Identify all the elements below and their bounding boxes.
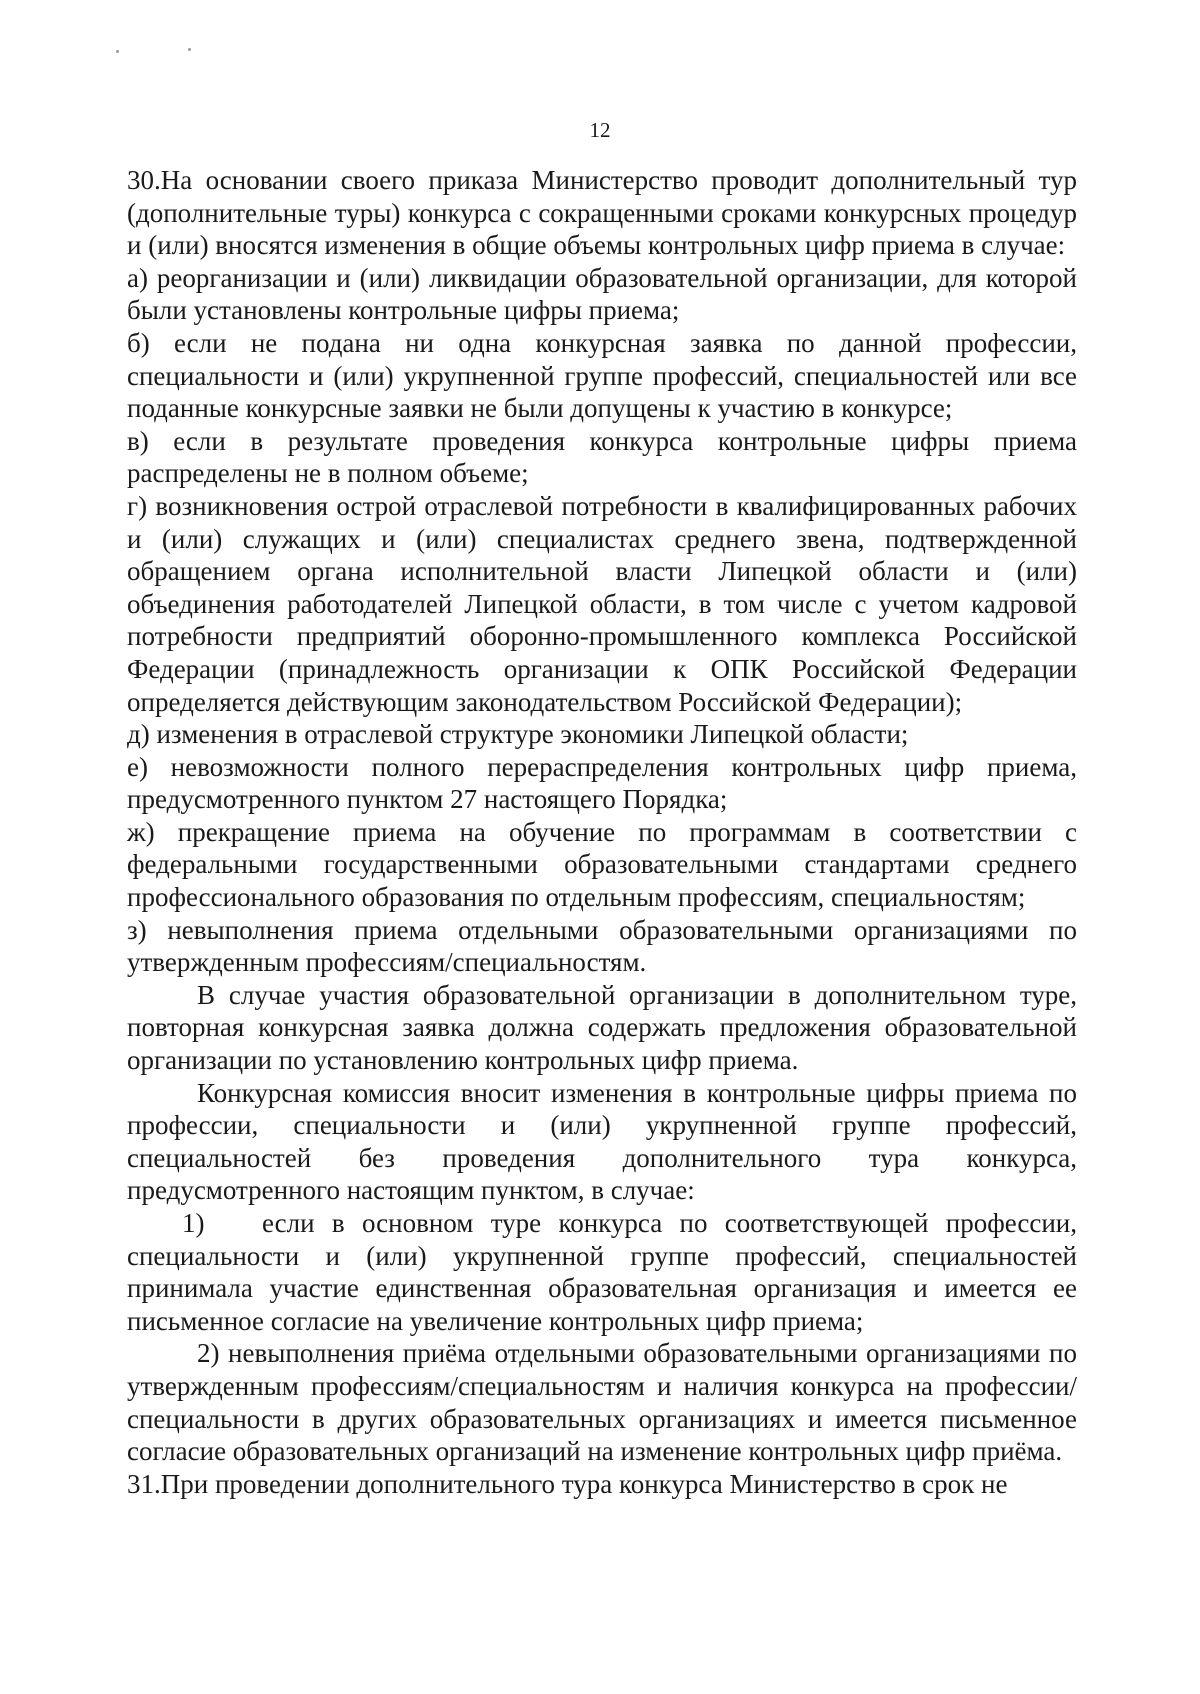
document-body: [127, 164, 1077, 1500]
scan-artifact-dot: [188, 48, 191, 51]
list-item-e: е) невозможности полного перераспределения контрольных цифр приема, предусмотренного пунктом 27 настоящего Порядка;: [127, 751, 1077, 815]
list-item-d: д) изменения в отраслевой структуре экономики Липецкой области;: [127, 719, 909, 750]
scan-artifact-dot: [116, 50, 119, 53]
list-item-zh: ж) прекращение приема на обучение по программам в соответствии с федеральными государственными образовательными стандартами среднего профессионального образования по отдельным профессиям, специальностям;: [127, 816, 1077, 913]
list-item-g: г) возникновения острой отраслевой потребности в квалифицированных рабочих и (или) служащих и (или) специалистах среднего звена, подтвержденной обращением органа исполнительной власти Липецкой области и (или) объединения работодателей Липецкой области, в том числе с учетом кадровой потребности предприятий оборонно-промышленного комплекса Российской Федерации (принадлежность организации к ОПК Российской Федерации определяется действующим законодательством Российской Федерации);: [127, 490, 1077, 717]
paragraph-30: 30.На основании своего приказа Министерство проводит дополнительный тур (дополнительные туры) конкурса с сокращенными сроками конкурсных процедур и (или) вносятся изменения в общие объемы контрольных цифр приема в случае:: [127, 165, 1077, 261]
list-marker: 1): [182, 1208, 205, 1238]
paragraph-commission: Конкурсная комиссия вносит изменения в контрольные цифры приема по профессии, специальности и (или) укрупненной группе профессий, специальностей без проведения дополнительного тура конкурса, предусмотренного настоящим пунктом, в случае:: [127, 1077, 1077, 1206]
numbered-item-1: [127, 1207, 1077, 1337]
list-item-v: в) если в результате проведения конкурса контрольные цифры приема распределены не в полном объеме;: [127, 425, 1077, 489]
list-item-z: з) невыполнения приема отдельными образовательными организациями по утвержденным профессиям/специальностям.: [127, 914, 1077, 978]
paragraph-31: 31.При проведении дополнительного тура конкурса Министерство в срок не: [127, 1468, 1008, 1499]
list-item-a: а) реорганизации и (или) ликвидации образовательной организации, для которой были установлены контрольные цифры приема;: [127, 262, 1077, 326]
numbered-item-2: 2) невыполнения приёма отдельными образовательными организациями по утвержденным профессиям/специальностям и наличия конкурса на профессии/специальности в других образовательных организациях и имеется письменное согласие образовательных организаций на изменение контрольных цифр приёма.: [127, 1338, 1077, 1467]
paragraph-additional-tour: В случае участия образовательной организации в дополнительном туре, повторная конкурсная заявка должна содержать предложения образовательной организации по установлению контрольных цифр приема.: [127, 979, 1077, 1076]
page-number: 12: [589, 118, 611, 142]
list-item-b: б) если не подана ни одна конкурсная заявка по данной профессии, специальности и (или) укрупненной группе профессий, специальностей или все поданные конкурсные заявки не были допущены к участию в конкурсе;: [127, 327, 1077, 424]
numbered-item-1-text: если в основном туре конкурса по соответствующей профессии, специальности и (или) укрупненной группе профессий, специальностей принимала участие единственная образовательная организация и имеется ее письменное согласие на увеличение контрольных цифр приема;: [127, 1208, 1077, 1336]
